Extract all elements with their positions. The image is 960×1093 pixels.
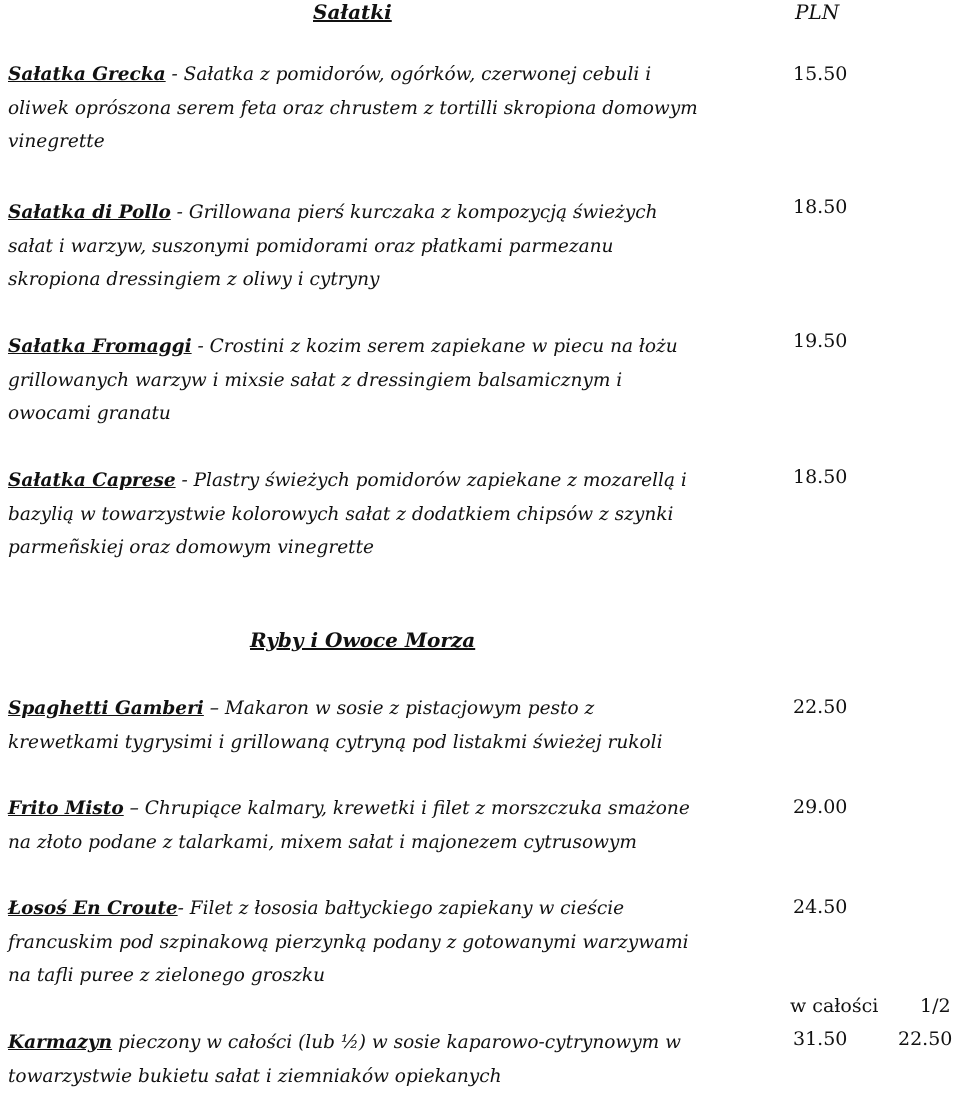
dish-description: pieczony w całości (lub ½) w sosie kaparowo-cytrynowym w towarzystwie bukietu sałat i ziemniaków opiekanych [8, 1032, 681, 1087]
dish-price: 18.50 [793, 466, 848, 488]
currency-label: PLN [795, 0, 840, 24]
price-whole-label: w całości [790, 995, 879, 1017]
menu-item-karmazyn [8, 1026, 708, 1093]
menu-item-salatka-caprese: Sałatka Caprese - Plastry świeżych pomidorów zapiekane z mozarellą i bazylią w towarzystwie kolorowych sałat z dodatkiem chipsów z szynki parmeñskiej oraz domowym vinegrette [8, 470, 687, 558]
dish-description: Plastry świeżych pomidorów zapiekane z mozarellą i bazylią w towarzystwie kolorowych sałat z dodatkiem chipsów z szynki parmeñskiej oraz domowym vinegrette [8, 470, 687, 558]
dish-name: Łosoś En Croute [8, 898, 178, 919]
dish-description: Filet z łososia bałtyckiego zapiekany w cieście francuskim pod szpinakową pierzynką podany z gotowanymi warzywami na tafli puree z zielonego groszku [8, 898, 689, 986]
dish-price-half: 22.50 [898, 1028, 953, 1050]
dish-name: Karmazyn [8, 1032, 113, 1053]
menu-item-salatka-grecka: Sałatka Grecka - Sałatka z pomidorów, ogórków, czerwonej cebuli i oliwek oprószona serem feta oraz chrustem z tortilli skropiona domowym vinegrette [8, 64, 698, 152]
dish-name: Sałatka di Pollo [8, 202, 171, 223]
dish-name: Sałatka Grecka [8, 64, 166, 85]
dish-price: 15.50 [793, 63, 848, 85]
seafood-title: Ryby i Owoce Morza [250, 628, 476, 652]
price-half-label: 1/2 [920, 995, 951, 1017]
dish-description: Makaron w sosie z pistacjowym pesto z krewetkami tygrysimi i grillowaną cytryną pod listakmi świeżej rukoli [8, 698, 663, 753]
dish-price-whole: 31.50 [793, 1028, 848, 1050]
dish-description: Grillowana pierś kurczaka z kompozycją świeżych sałat i warzyw, suszonymi pomidorami oraz płatkami parmezanu skropiona dressingiem z oliwy i cytryny [8, 202, 658, 290]
dish-description: Chrupiące kalmary, krewetki i filet z morszczuka smażone na złoto podane z talarkami, mixem sałat i majonezem cytrusowym [8, 798, 690, 853]
dish-price: 24.50 [793, 896, 848, 918]
dish-name: Spaghetti Gamberi [8, 698, 204, 719]
dish-description: Sałatka z pomidorów, ogórków, czerwonej cebuli i oliwek oprószona serem feta oraz chrustem z tortilli skropiona domowym vinegrette [8, 64, 698, 152]
dish-description: Crostini z kozim serem zapiekane w piecu na łożu grillowanych warzyw i mixsie sałat z dressingiem balsamicznym i owocami granatu [8, 336, 678, 424]
dish-name: Sałatka Fromaggi [8, 336, 192, 357]
menu-item-spaghetti-gamberi: Spaghetti Gamberi – Makaron w sosie z pistacjowym pesto z krewetkami tygrysimi i grillowaną cytryną pod listakmi świeżej rukoli [8, 698, 663, 753]
salads-title: Sałatki [313, 0, 392, 24]
dish-price: 29.00 [793, 796, 848, 818]
dish-price: 18.50 [793, 196, 848, 218]
menu-item-salatka-fromaggi: Sałatka Fromaggi - Crostini z kozim serem zapiekane w piecu na łożu grillowanych warzyw i mixsie sałat z dressingiem balsamicznym i owocami granatu [8, 336, 678, 424]
dish-name: Frito Misto [8, 798, 124, 819]
menu-item-salatka-di-pollo: Sałatka di Pollo - Grillowana pierś kurczaka z kompozycją świeżych sałat i warzyw, suszonymi pomidorami oraz płatkami parmezanu skropiona dressingiem z oliwy i cytryny [8, 202, 658, 290]
menu-item-frito-misto: Frito Misto – Chrupiące kalmary, krewetki i filet z morszczuka smażone na złoto podane z talarkami, mixem sałat i majonezem cytrusowym [8, 798, 690, 853]
dish-name: Sałatka Caprese [8, 470, 176, 491]
menu-item-losos-en-croute: Łosoś En Croute- Filet z łososia bałtyckiego zapiekany w cieście francuskim pod szpinakową pierzynką podany z gotowanymi warzywami na tafli puree z zielonego groszku [8, 898, 689, 986]
dish-price: 19.50 [793, 330, 848, 352]
dish-price: 22.50 [793, 696, 848, 718]
